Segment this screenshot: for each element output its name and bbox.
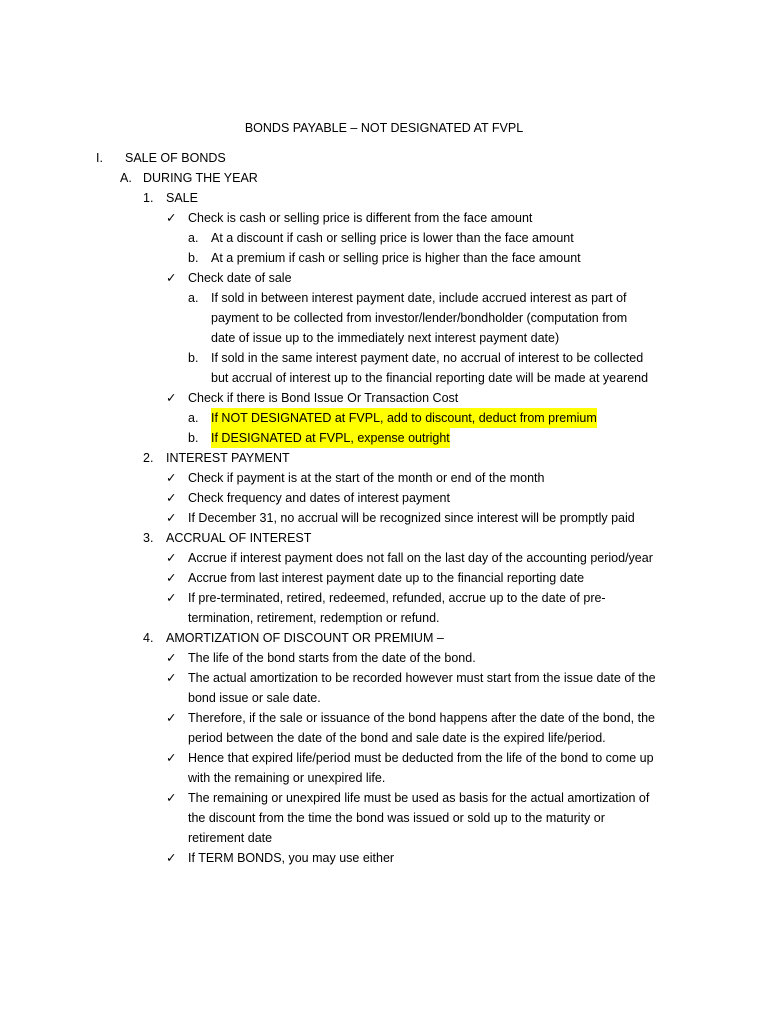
check-item-text: the discount from the time the bond was issued or sold up to the maturity or <box>188 811 605 825</box>
item-heading: INTEREST PAYMENT <box>166 451 290 465</box>
check-item-text: with the remaining or unexpired life. <box>188 771 386 785</box>
check-item-text: If December 31, no accrual will be recognized since interest will be promptly paid <box>188 511 635 525</box>
checkmark-icon: ✓ <box>166 751 177 765</box>
sub-item-text: At a discount if cash or selling price is lower than the face amount <box>211 231 574 245</box>
sub-item-marker: a. <box>188 411 199 425</box>
checkmark-icon: ✓ <box>166 651 177 665</box>
checkmark-icon: ✓ <box>166 391 177 405</box>
item-number: 1. <box>143 191 154 205</box>
check-item-text: The actual amortization to be recorded however must start from the issue date of the <box>188 671 656 685</box>
sub-item-marker: a. <box>188 231 199 245</box>
checkmark-icon: ✓ <box>166 711 177 725</box>
checkmark-icon: ✓ <box>166 271 177 285</box>
check-item-text: Check is cash or selling price is different from the face amount <box>188 211 533 225</box>
check-item-text: Check if payment is at the start of the month or end of the month <box>188 471 545 485</box>
section-marker: I. <box>96 151 103 165</box>
item-heading: ACCRUAL OF INTEREST <box>166 531 312 545</box>
check-item-text: Therefore, if the sale or issuance of the bond happens after the date of the bond, the <box>188 711 655 725</box>
checkmark-icon: ✓ <box>166 571 177 585</box>
sub-item-text: If sold in between interest payment date, include accrued interest as part of <box>211 291 627 305</box>
sub-item-text: but accrual of interest up to the financial reporting date will be made at yearend <box>211 371 649 385</box>
sub-item-text: payment to be collected from investor/lender/bondholder (computation from <box>211 311 628 325</box>
sub-item-marker: b. <box>188 431 199 445</box>
check-item-text: Check if there is Bond Issue Or Transaction Cost <box>188 391 459 405</box>
item-number: 4. <box>143 631 154 645</box>
item-heading: SALE <box>166 191 198 205</box>
sub-item-marker: b. <box>188 351 199 365</box>
sub-item-marker: b. <box>188 251 199 265</box>
sub-item-text: If NOT DESIGNATED at FVPL, add to discount, deduct from premium <box>211 408 597 428</box>
sub-item-marker: a. <box>188 291 199 305</box>
item-number: 2. <box>143 451 154 465</box>
item-heading: AMORTIZATION OF DISCOUNT OR PREMIUM – <box>166 631 444 645</box>
sub-item-text: date of issue up to the immediately next interest payment date) <box>211 331 560 345</box>
checkmark-icon: ✓ <box>166 211 177 225</box>
check-item-text: period between the date of the bond and sale date is the expired life/period. <box>188 731 606 745</box>
check-item-text: If TERM BONDS, you may use either <box>188 851 395 865</box>
check-item-text: If pre-terminated, retired, redeemed, refunded, accrue up to the date of pre- <box>188 591 606 605</box>
checkmark-icon: ✓ <box>166 471 177 485</box>
item-number: 3. <box>143 531 154 545</box>
check-item-text: termination, retirement, redemption or refund. <box>188 611 440 625</box>
checkmark-icon: ✓ <box>166 591 177 605</box>
subsection-marker: A. <box>120 171 132 185</box>
checkmark-icon: ✓ <box>166 491 177 505</box>
check-item-text: Check frequency and dates of interest payment <box>188 491 450 505</box>
checkmark-icon: ✓ <box>166 511 177 525</box>
check-item-text: Accrue from last interest payment date up to the financial reporting date <box>188 571 585 585</box>
check-item-text: Accrue if interest payment does not fall on the last day of the accounting period/year <box>188 551 653 565</box>
checkmark-icon: ✓ <box>166 791 177 805</box>
check-item-text: bond issue or sale date. <box>188 691 321 705</box>
sub-item-text: At a premium if cash or selling price is higher than the face amount <box>211 251 581 265</box>
sub-item-text: If DESIGNATED at FVPL, expense outright <box>211 428 450 448</box>
check-item-text: The remaining or unexpired life must be used as basis for the actual amortization of <box>188 791 650 805</box>
section-heading: SALE OF BONDS <box>125 151 226 165</box>
checkmark-icon: ✓ <box>166 671 177 685</box>
subsection-heading: DURING THE YEAR <box>143 171 258 185</box>
check-item-text: Check date of sale <box>188 271 292 285</box>
page-title: BONDS PAYABLE – NOT DESIGNATED AT FVPL <box>244 121 524 135</box>
sub-item-text: If sold in the same interest payment date, no accrual of interest to be collected <box>211 351 644 365</box>
checkmark-icon: ✓ <box>166 551 177 565</box>
check-item-text: retirement date <box>188 831 273 845</box>
check-item-text: Hence that expired life/period must be deducted from the life of the bond to come up <box>188 751 654 765</box>
check-item-text: The life of the bond starts from the date of the bond. <box>188 651 476 665</box>
checkmark-icon: ✓ <box>166 851 177 865</box>
